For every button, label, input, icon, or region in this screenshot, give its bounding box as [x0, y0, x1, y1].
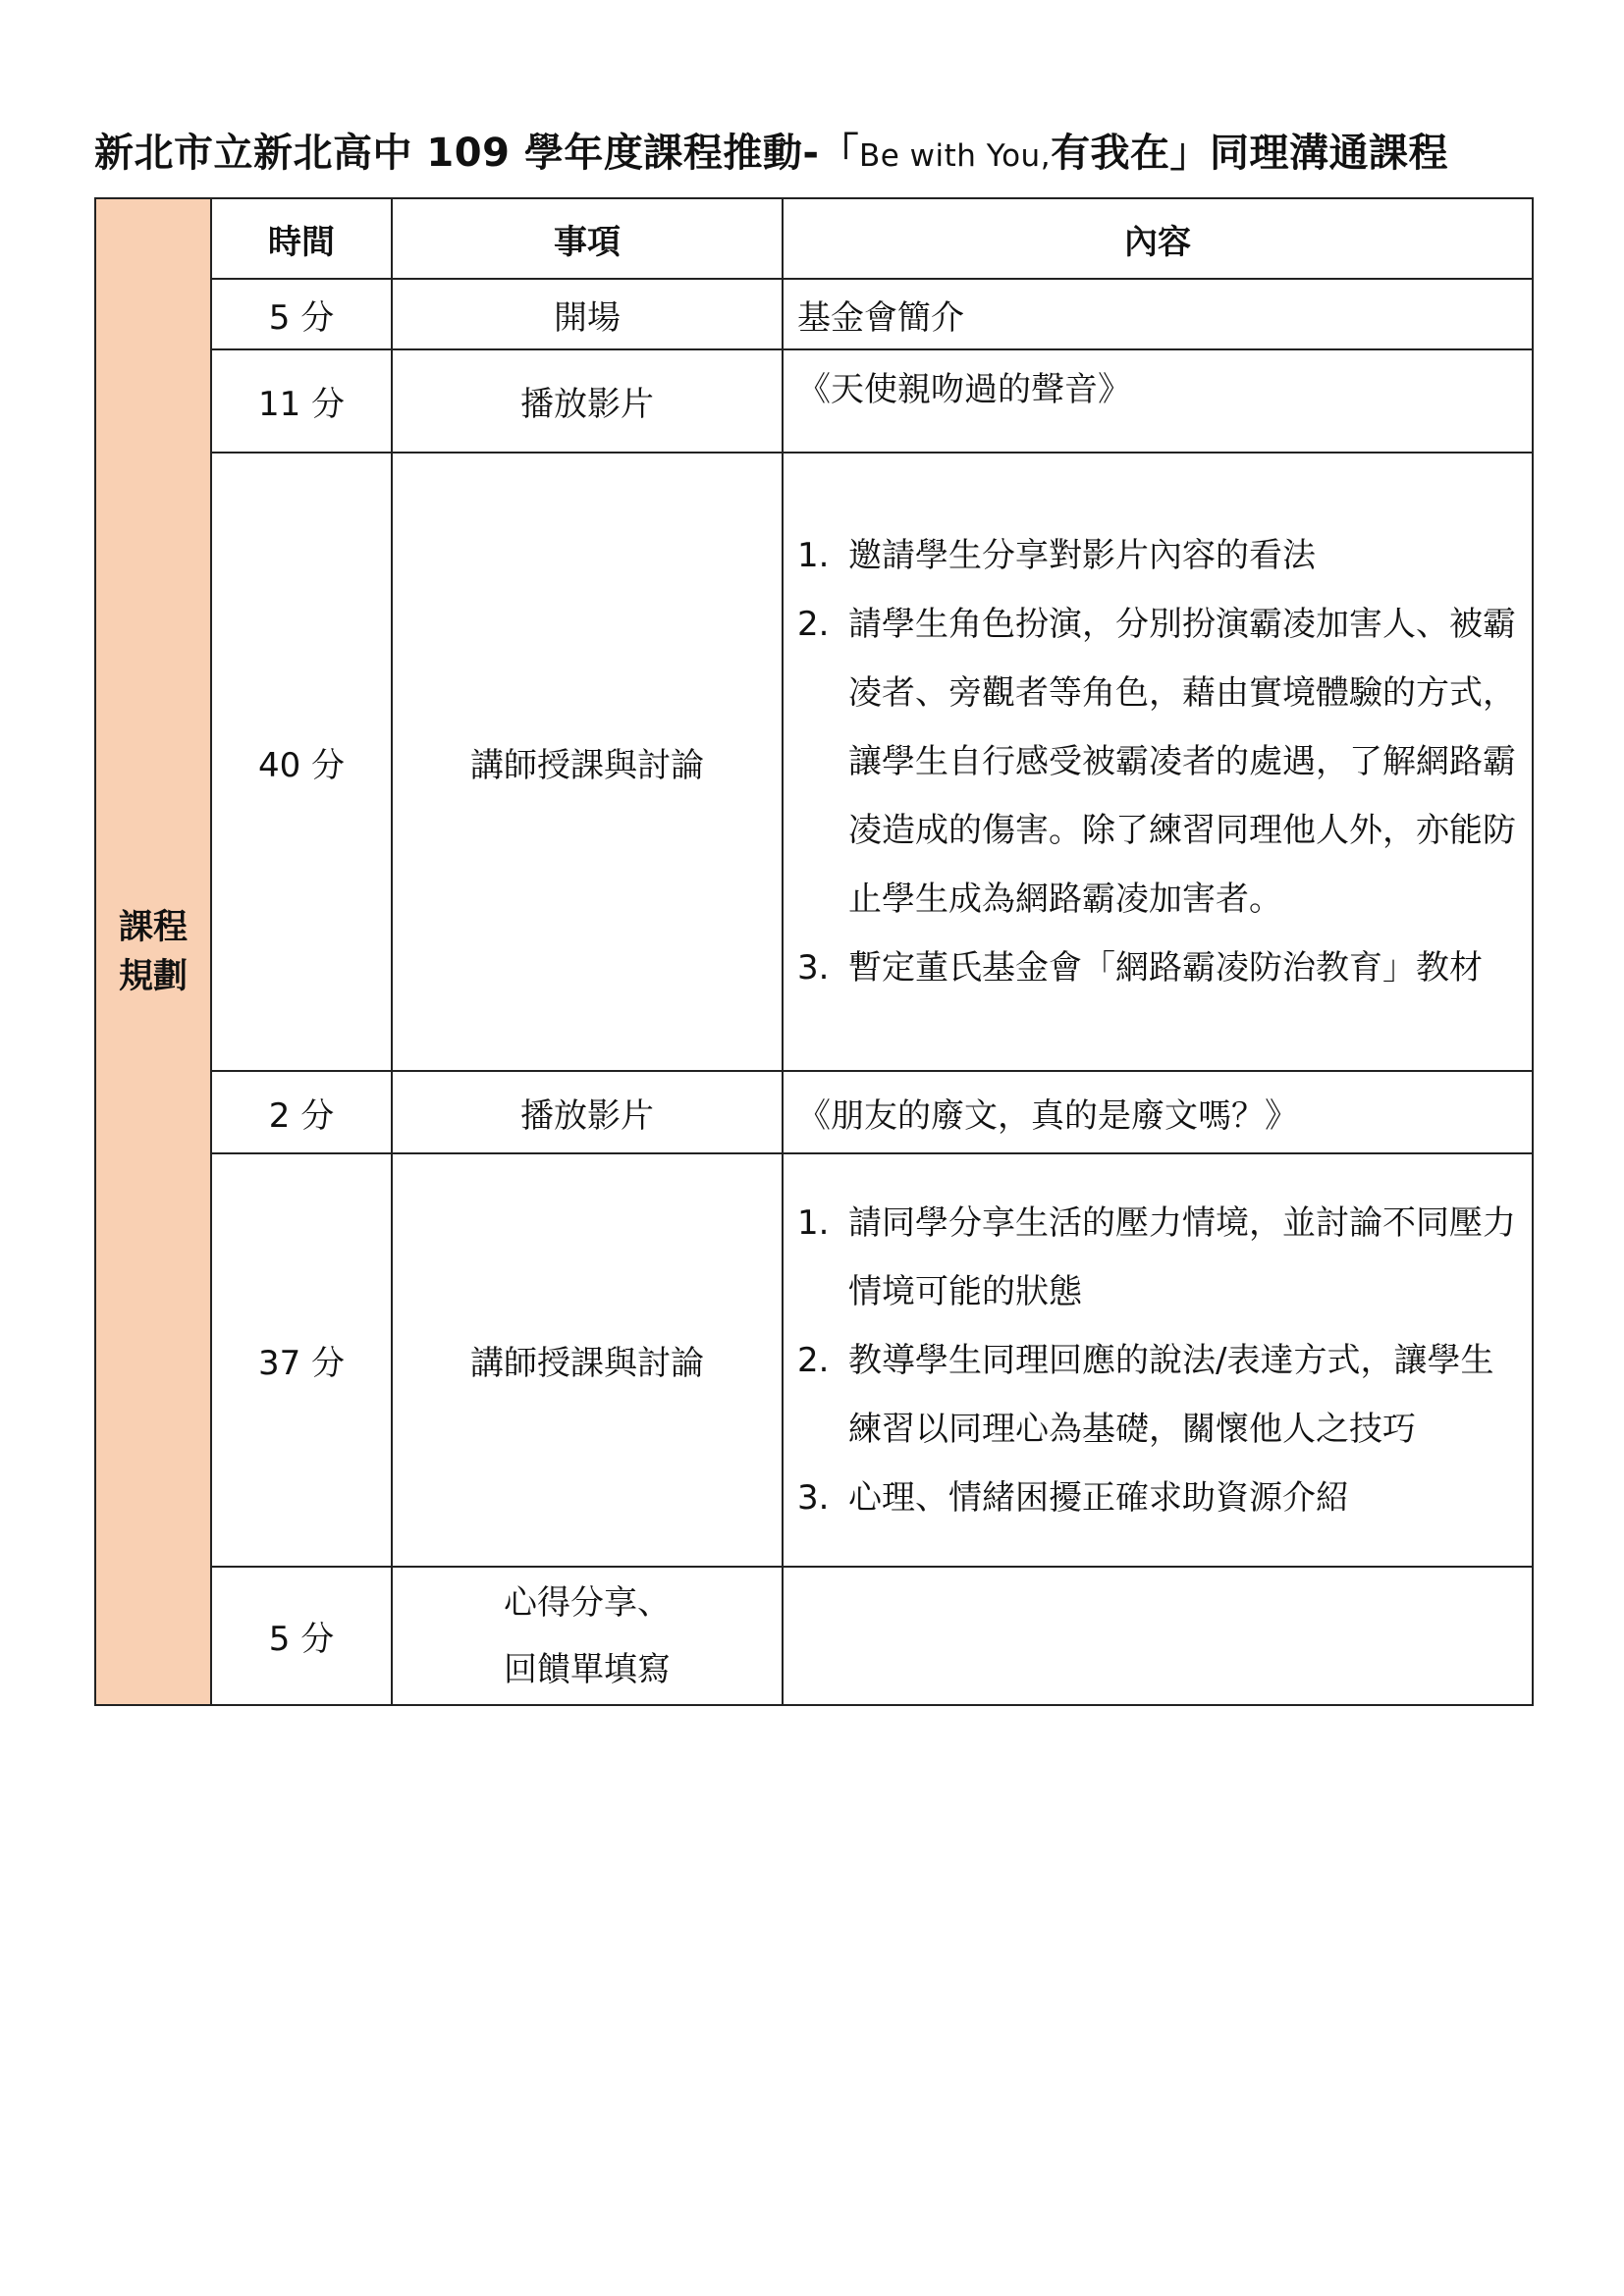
- row-time: 2 分: [211, 1071, 392, 1153]
- row-item: 播放影片: [392, 349, 783, 453]
- row-time: 5 分: [211, 279, 392, 349]
- list-item: [797, 590, 1522, 934]
- side-label-line1: 課程: [118, 907, 188, 947]
- row-item-line2: 回饋單填寫: [504, 1649, 671, 1689]
- list-item: [797, 1189, 1522, 1326]
- list-number: 1.: [797, 536, 830, 575]
- side-label-cell: [95, 198, 211, 1705]
- row-item: [392, 1567, 783, 1705]
- table-row: [95, 349, 1533, 453]
- row-time: 5 分: [211, 1567, 392, 1705]
- header-content: 內容: [783, 198, 1533, 279]
- content-list: [797, 521, 1522, 1002]
- row-item: 播放影片: [392, 1071, 783, 1153]
- table-header-row: [95, 198, 1533, 279]
- title-main: 新北市立新北高中 109 學年度課程推動-「: [94, 131, 859, 176]
- list-item: [797, 934, 1522, 1002]
- row-item: 開場: [392, 279, 783, 349]
- row-item-line1: 心得分享、: [504, 1582, 671, 1623]
- table-row: [95, 1071, 1533, 1153]
- list-number: 2.: [797, 1340, 830, 1380]
- header-item: 事項: [392, 198, 783, 279]
- table-row: [95, 1153, 1533, 1567]
- document-title: [94, 122, 1547, 178]
- row-content: 基金會簡介: [783, 279, 1533, 349]
- list-text: 請同學分享生活的壓力情境，並討論不同壓力情境可能的狀態: [848, 1202, 1516, 1311]
- row-content: 《朋友的廢文，真的是廢文嗎？》: [783, 1071, 1533, 1153]
- list-item: [797, 1326, 1522, 1464]
- course-plan-table: [94, 197, 1534, 1706]
- list-text: 心理、情緒困擾正確求助資源介紹: [848, 1477, 1349, 1518]
- table-row: [95, 453, 1533, 1071]
- list-text: 暫定董氏基金會「網路霸凌防治教育」教材: [848, 948, 1483, 988]
- row-time: 37 分: [211, 1153, 392, 1567]
- row-time: 40 分: [211, 453, 392, 1071]
- title-tail: 有我在」同理溝通課程: [1051, 131, 1449, 176]
- list-number: 2.: [797, 605, 830, 644]
- list-number: 1.: [797, 1202, 830, 1243]
- row-content: 《天使親吻過的聲音》: [783, 349, 1533, 453]
- row-time: 11 分: [211, 349, 392, 453]
- row-content: [783, 1567, 1533, 1705]
- list-text: 邀請學生分享對影片內容的看法: [848, 536, 1316, 575]
- list-item: [797, 521, 1522, 590]
- list-text: 教導學生同理回應的說法/表達方式，讓學生練習以同理心為基礎，關懷他人之技巧: [848, 1340, 1494, 1449]
- row-content-list: [783, 1153, 1533, 1567]
- side-label-line2: 規劃: [118, 956, 188, 996]
- row-item: 講師授課與討論: [392, 1153, 783, 1567]
- table-row: [95, 1567, 1533, 1705]
- row-item: 講師授課與討論: [392, 453, 783, 1071]
- list-number: 3.: [797, 1477, 830, 1518]
- content-list: [797, 1189, 1522, 1532]
- row-content-list: [783, 453, 1533, 1071]
- list-text: 請學生角色扮演，分別扮演霸凌加害人、被霸凌者、旁觀者等角色，藉由實境體驗的方式，讓學生自行感受被霸凌者的處遇，了解網路霸凌造成的傷害。除了練習同理他人外，亦能防止學生成為網路霸凌加害者。: [848, 605, 1516, 919]
- header-time: 時間: [211, 198, 392, 279]
- table-row: [95, 279, 1533, 349]
- list-number: 3.: [797, 948, 830, 988]
- list-item: [797, 1464, 1522, 1532]
- title-english: Be with You,: [858, 138, 1052, 174]
